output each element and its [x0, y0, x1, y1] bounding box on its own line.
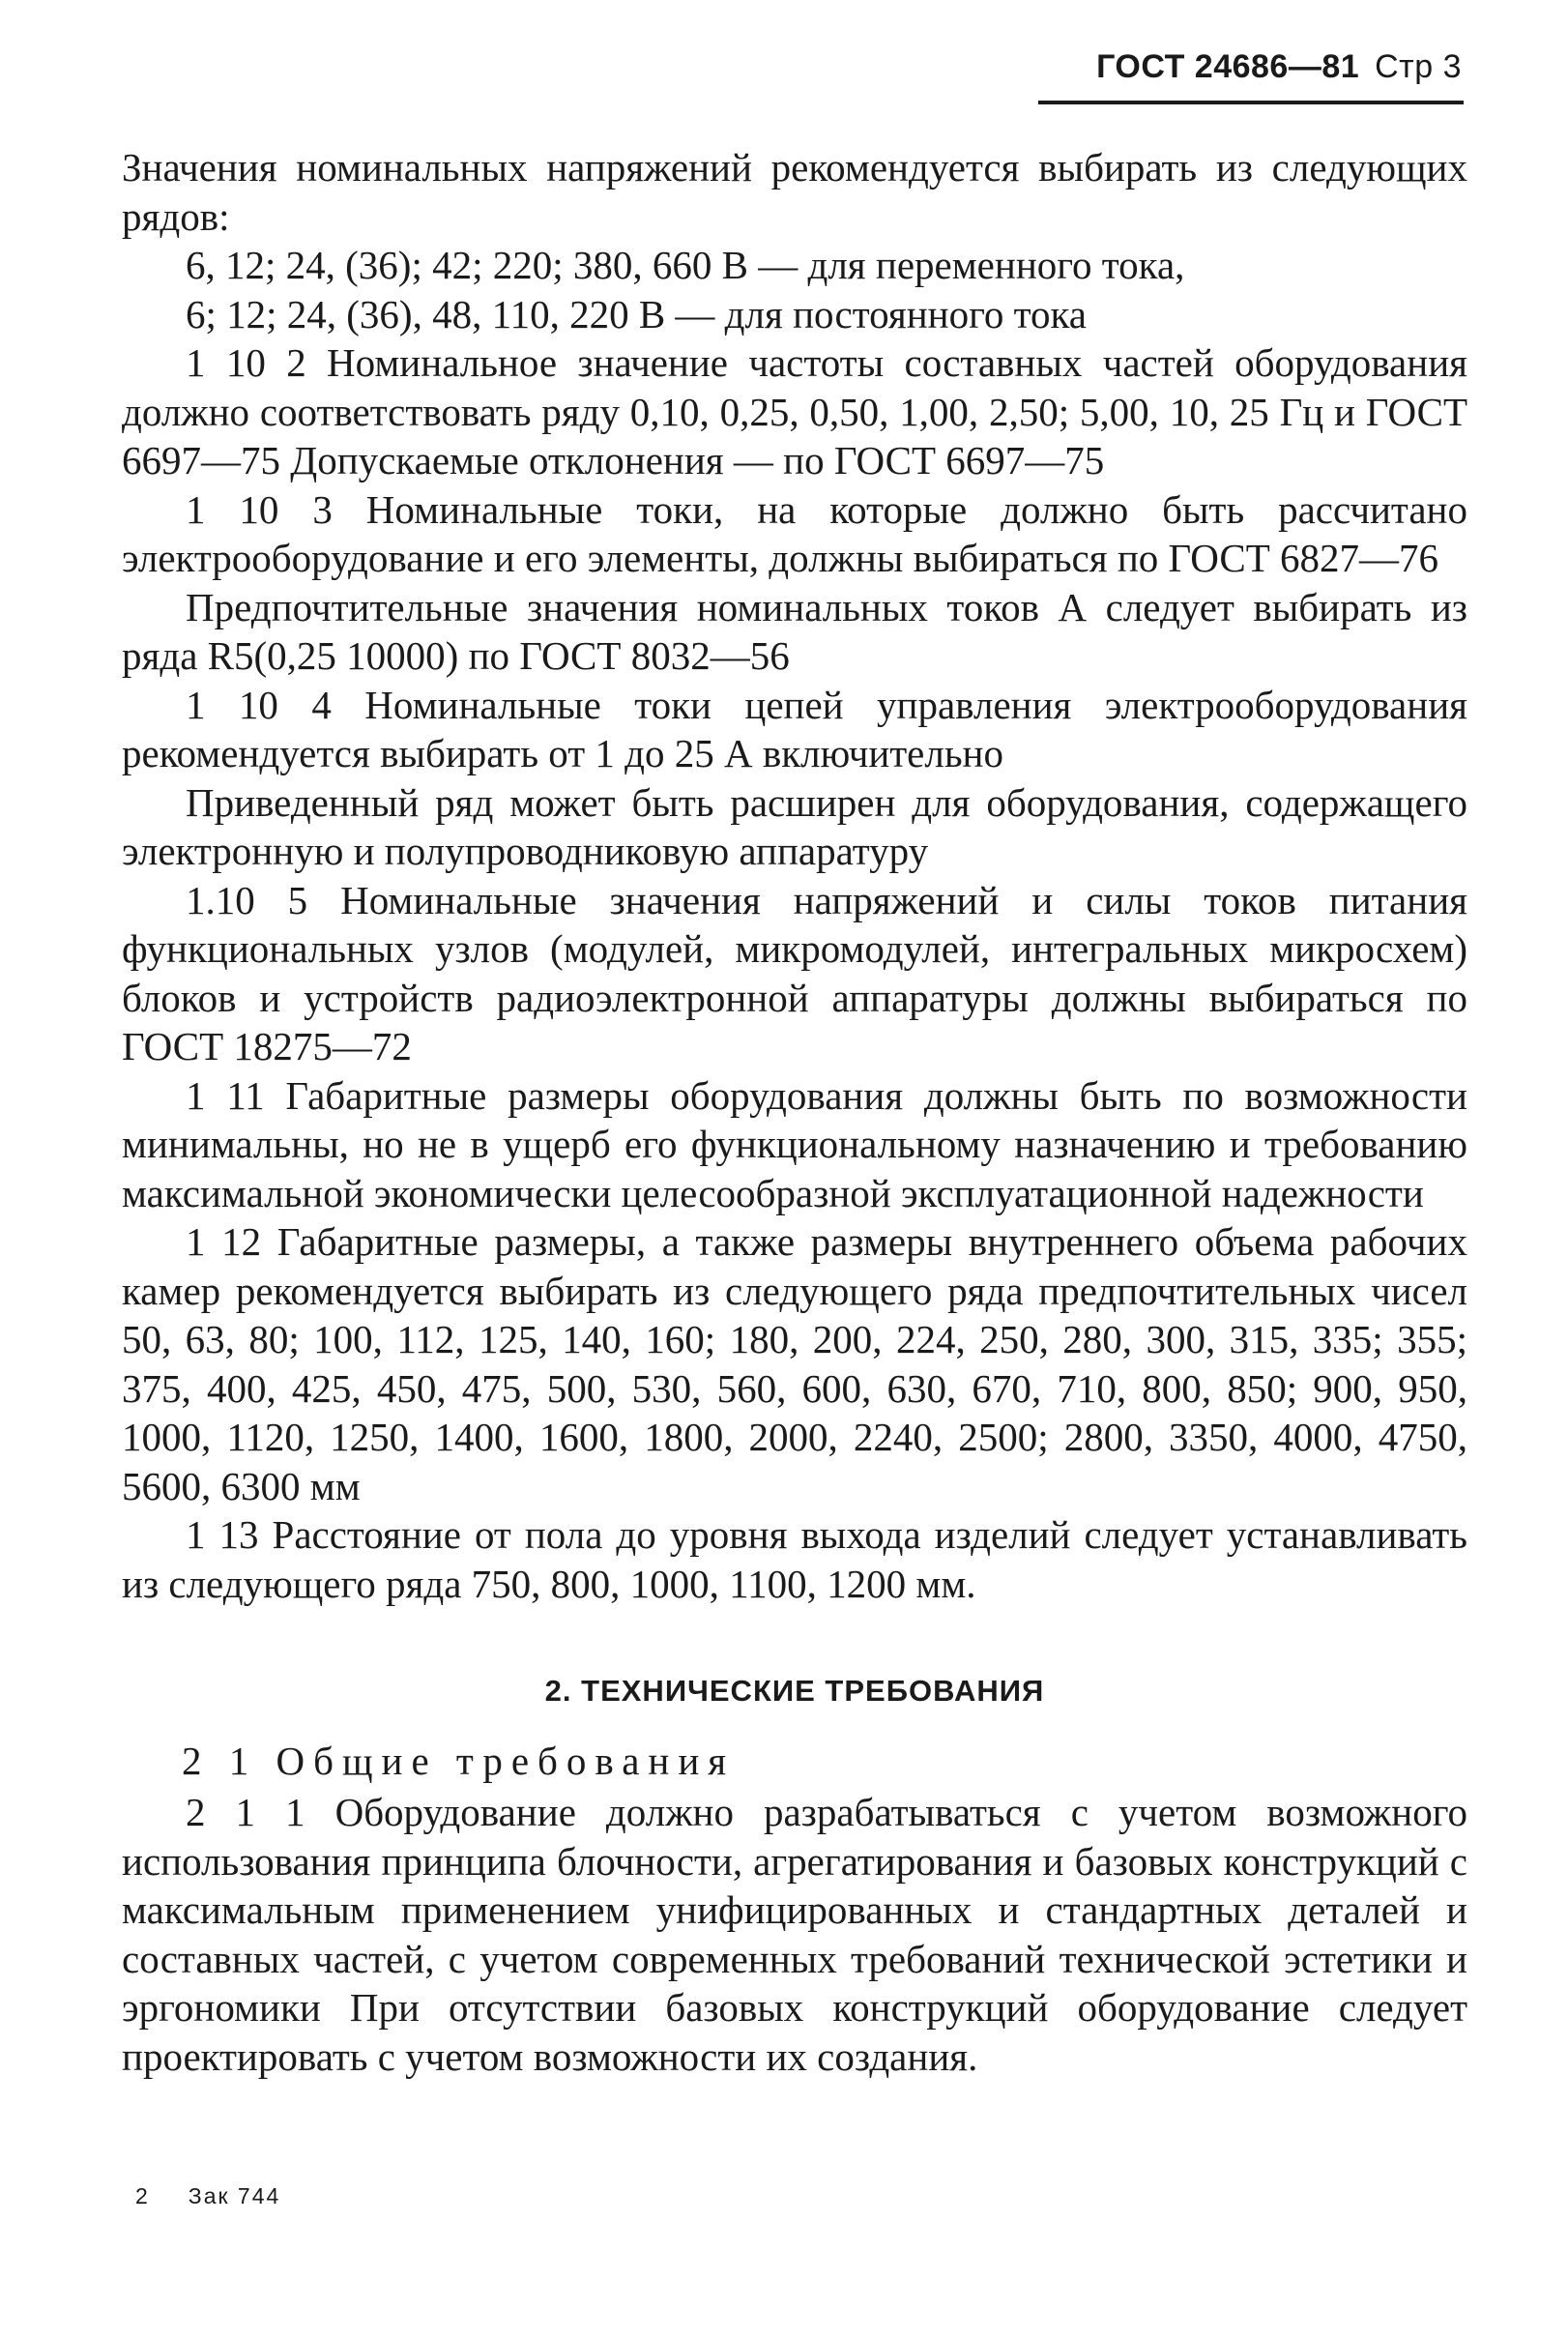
- paragraph-2-1-1: 2 1 1 Оборудование должно разрабатываться с учетом возможного использования принципа блочности, агрегатирования и базовых конструкций с максимальным применением унифицированных и стандартных деталей и составных частей, с учетом современных требований технической эстетики и эргономики При отсутствии базовых конструкций оборудование следует проектировать с учетом возможности их создания.: [122, 1790, 1467, 2079]
- paragraph-1-10-3: 1 10 3 Номинальные токи, на которые должно быть рассчитано электрооборудование и его элементы, должны выбираться по ГОСТ 6827—76: [122, 486, 1467, 580]
- paragraph-1-10-5: 1.10 5 Номинальные значения напряжений и силы токов питания функциональных узлов (модулей, микромодулей, интегральных микросхем) блоков и устройств радиоэлектронной аппаратуры должны выбираться по ГОСТ 18275—72: [122, 877, 1467, 1068]
- paragraph-1-11: 1 11 Габаритные размеры оборудования должны быть по возможности минимальны, но не в ущерб его функциональному назначению и требованию максимальной экономически целесообразной эксплуатационной надежности: [122, 1072, 1467, 1215]
- standard-number: ГОСТ 24686—81: [1096, 48, 1360, 85]
- header-rule: [1038, 101, 1464, 104]
- paragraph-1-12: 1 12 Габаритные размеры, а также размеры внутреннего объема рабочих камер рекомендуется выбирать из следующего ряда предпочтительных чисел 50, 63, 80; 100, 112, 125, 140, 160; 180, 200, 224, 250, 280, 300, 315, 335; 355; 375, 400, 425, 450, 475, 500, 530, 560, 600, 630, 670, 710, 800, 850; 900, 950, 1000, 1120, 1250, 1400, 1600, 1800, 2000, 2240, 2500; 2800, 3350, 4000, 4750, 5600, 6300 мм: [122, 1219, 1467, 1508]
- section-heading: 2. ТЕХНИЧЕСКИЕ ТРЕБОВАНИЯ: [544, 1674, 1045, 1708]
- paragraph-1-13: 1 13 Расстояние от пола до уровня выхода изделий следует устанавливать из следующего ряда 750, 800, 1000, 1100, 1200 мм.: [122, 1512, 1467, 1606]
- paragraph-extended-series: Приведенный ряд может быть расширен для оборудования, содержащего электронную и полупроводниковую аппаратуру: [122, 779, 1467, 873]
- sheet-number: 2: [135, 2183, 150, 2208]
- subsection-heading: 2 1 Общие требования: [182, 1739, 736, 1783]
- paragraph-ac-series: 6, 12; 24, (36); 42; 220; 380, 660 В — для переменного тока,: [186, 243, 1185, 287]
- paragraph-preferred-currents: Предпочтительные значения номинальных токов А следует выбирать из ряда R5(0,25 10000) по ГОСТ 8032—56: [122, 584, 1467, 678]
- order-number: Зак 744: [188, 2183, 281, 2208]
- body-text: [122, 143, 1467, 2081]
- paragraph-1-10-2: 1 10 2 Номинальное значение частоты составных частей оборудования должно соответствовать ряду 0,10, 0,25, 0,50, 1,00, 2,50; 5,00, 10, 25 Гц и ГОСТ 6697—75 Допускаемые отклонения — по ГОСТ 6697—75: [122, 340, 1467, 482]
- paragraph-1-10-4: 1 10 4 Номинальные токи цепей управления электрооборудования рекомендуется выбирать от 1 до 25 А включительно: [122, 682, 1467, 775]
- page-footer: [135, 2183, 280, 2209]
- page-number: Стр 3: [1375, 48, 1462, 85]
- paragraph-nominal-voltages: Значения номинальных напряжений рекомендуется выбирать из следующих рядов:: [122, 145, 1467, 239]
- running-header: [1096, 48, 1462, 86]
- paragraph-dc-series: 6; 12; 24, (36), 48, 110, 220 В — для постоянного тока: [186, 291, 1088, 336]
